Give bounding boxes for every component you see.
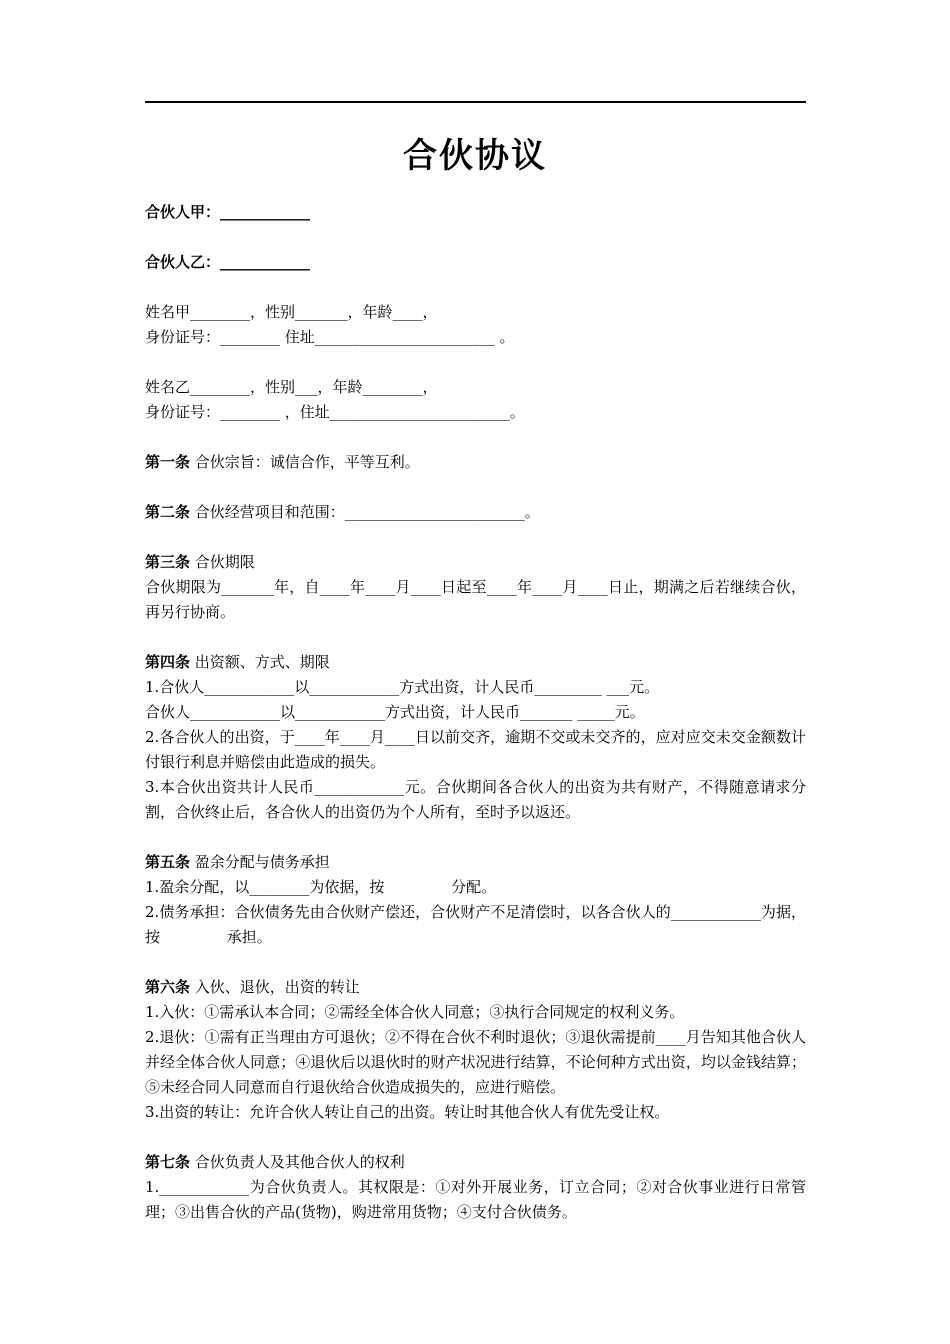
article-6-item: 2.退伙：①需有正当理由方可退伙；②不得在合伙不利时退伙；③退伙需提前____月告知其他合伙人并经全体合伙人同意；④退伙后以退伙时的财产状况进行结算，不论何种方式出资，均以金钱结算；⑤未经合同人同意而自行退伙给合伙造成损失的，应进行赔偿。 [145, 1028, 806, 1096]
article-5-heading [145, 850, 806, 875]
article-4-item: 2.各合伙人的出资，于____年____月____日以前交齐，逾期不交或未交齐的，应对应交未交金额数计付银行利息并赔偿由此造成的损失。 [145, 728, 806, 771]
article-5-item: 2.债务承担：合伙债务先由合伙财产偿还，合伙财产不足清偿时，以各合伙人的____________为据，按 承担。 [145, 903, 806, 946]
article-1 [145, 450, 806, 475]
article-6-heading [145, 975, 806, 1000]
article-4-item: 3.本合伙出资共计人民币____________元。合伙期间各合伙人的出资为共有财产，不得随意请求分割，合伙终止后，各合伙人的出资仍为个人所有，至时予以返还。 [145, 778, 806, 821]
article-label: 第七条 [145, 1153, 191, 1171]
article-label: 第四条 [145, 653, 191, 671]
article-text: 合伙经营项目和范围：________________________。 [190, 503, 540, 521]
party-b-line: 合伙人乙：____________ [145, 253, 311, 271]
header-rule [145, 101, 806, 103]
article-2 [145, 500, 806, 525]
document-body [145, 200, 806, 1225]
person-a-line2: 身份证号：________ 住址________________________ 。 [145, 328, 515, 346]
article-heading: 合伙期限 [190, 553, 255, 571]
article-6-item: 3.出资的转让：允许合伙人转让自己的出资。转让时其他合伙人有优先受让权。 [145, 1103, 670, 1121]
person-b-line2: 身份证号：________ ，住址________________________。 [145, 403, 525, 421]
article-label: 第三条 [145, 553, 191, 571]
person-b-line1: 姓名乙________，性别___，年龄________， [145, 378, 438, 396]
document-title: 合伙协议 [403, 136, 547, 176]
article-heading: 盈余分配与债务承担 [190, 853, 330, 871]
article-heading: 出资额、方式、期限 [190, 653, 330, 671]
article-text: 合伙宗旨：诚信合作，平等互利。 [190, 453, 420, 471]
article-4-heading [145, 650, 806, 675]
article-4-item: 合伙人____________以____________方式出资，计人民币_______ _____元。 [145, 703, 645, 721]
article-label: 第二条 [145, 503, 191, 521]
article-label: 第五条 [145, 853, 191, 871]
article-label: 第六条 [145, 978, 191, 996]
article-7-heading [145, 1150, 806, 1175]
article-5-item: 1.盈余分配，以________为依据，按 分配。 [145, 878, 497, 896]
person-a-line1: 姓名甲________，性别_______，年龄____， [145, 303, 438, 321]
party-a-line: 合伙人甲：____________ [145, 203, 311, 221]
article-3-heading [145, 550, 806, 575]
article-7-item: 1.____________为合伙负责人。其权限是：①对外开展业务，订立合同；②对合伙事业进行日常管理；③出售合伙的产品(货物)，购进常用货物；④支付合伙债务。 [145, 1178, 806, 1221]
article-heading: 合伙负责人及其他合伙人的权利 [190, 1153, 405, 1171]
article-3-body: 合伙期限为_______年，自____年____月____日起至____年____月____日止，期满之后若继续合伙，再另行协商。 [145, 578, 806, 621]
article-6-item: 1.入伙：①需承认本合同；②需经全体合伙人同意；③执行合同规定的权利义务。 [145, 1003, 685, 1021]
article-label: 第一条 [145, 453, 191, 471]
article-4-item: 1.合伙人____________以____________方式出资，计人民币_________ ___元。 [145, 678, 660, 696]
article-heading: 入伙、退伙，出资的转让 [190, 978, 360, 996]
